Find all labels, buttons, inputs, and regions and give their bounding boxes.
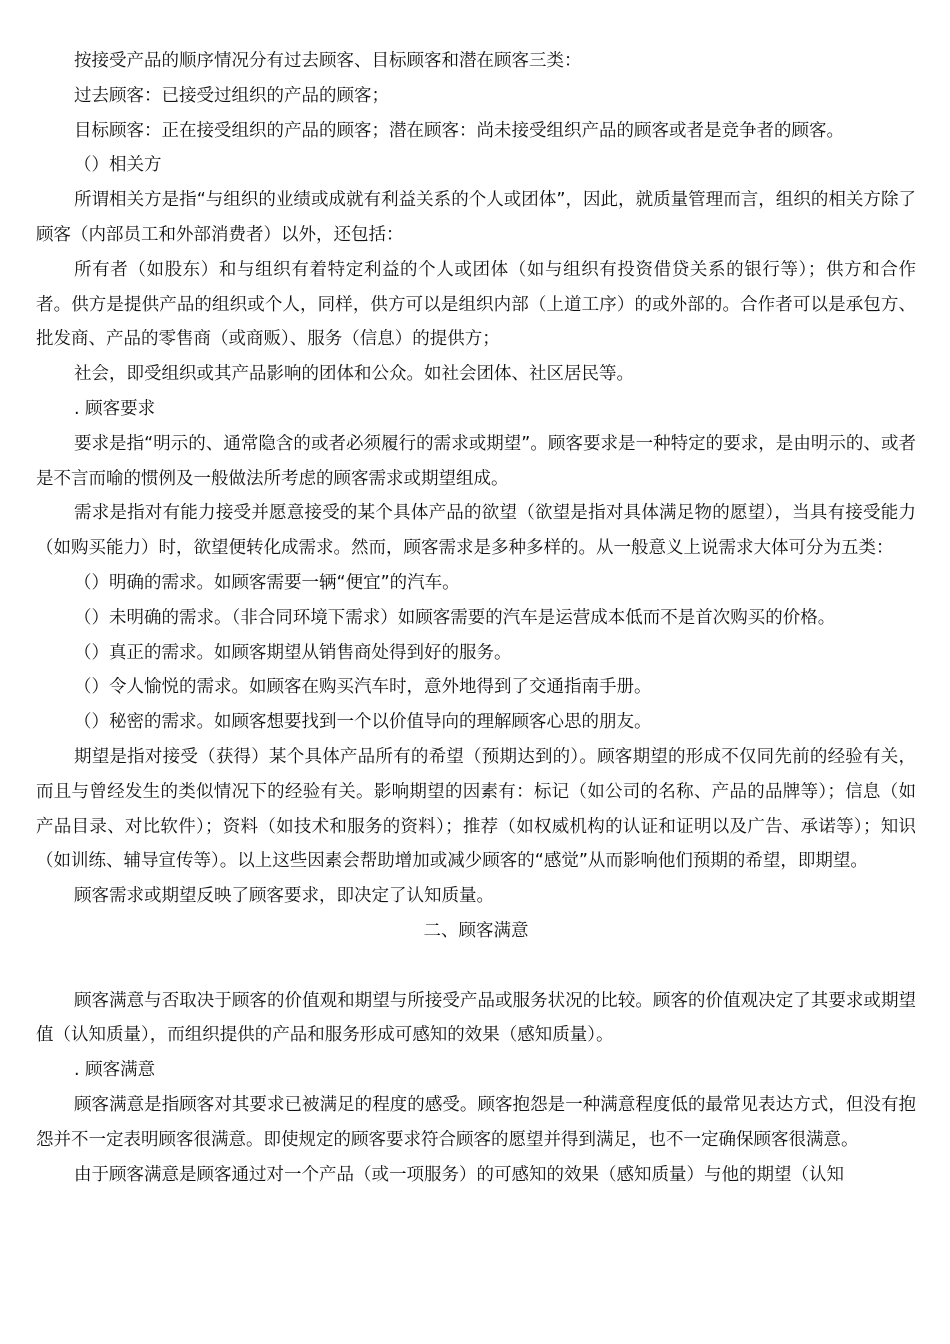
subheading-stakeholders: （）相关方 <box>74 155 162 176</box>
list-item-delight-need: （）令人愉悦的需求。如顾客在购买汽车时，意外地得到了交通指南手册。 <box>74 677 652 698</box>
blank-line <box>36 949 916 984</box>
paragraph-satisfaction-overview: 顾客满意与否取决于顾客的价值观和期望与所接受产品或服务状况的比较。顾客的价值观决定了其要求或期望值（认知质量），而组织提供的产品和服务形成可感知的效果（感知质量）。 <box>36 990 916 1046</box>
list-item-explicit-need: （）明确的需求。如顾客需要一辆“便宜”的汽车。 <box>74 572 460 593</box>
subheading-customer-satisfaction: . 顾客满意 <box>74 1060 156 1081</box>
paragraph-society: 社会，即受组织或其产品影响的团体和公众。如社会团体、社区居民等。 <box>74 364 634 385</box>
paragraph-requirement-definition: 要求是指“明示的、通常隐含的或者必须履行的需求或期望”。顾客要求是一种特定的要求，是由明示的、或者是不言而喻的惯例及一般做法所考虑的顾客需求或期望组成。 <box>36 433 916 489</box>
section-heading: 二、顾客满意 <box>423 920 529 941</box>
list-item-real-need: （）真正的需求。如顾客期望从销售商处得到好的服务。 <box>74 642 512 663</box>
paragraph-customer-types: 按接受产品的顺序情况分有过去顾客、目标顾客和潜在顾客三类： <box>74 51 582 71</box>
paragraph-satisfaction-continued: 由于顾客满意是顾客通过对一个产品（或一项服务）的可感知的效果（感知质量）与他的期望（认知 <box>74 1164 844 1185</box>
paragraph-cognitive-quality: 顾客需求或期望反映了顾客要求，即决定了认知质量。 <box>74 886 494 907</box>
paragraph-stakeholder-definition: 所谓相关方是指“与组织的业绩或成就有利益关系的个人或团体”，因此，就质量管理而言，组织的相关方除了顾客（内部员工和外部消费者）以外，还包括： <box>36 190 916 245</box>
subheading-customer-requirements: . 顾客要求 <box>74 398 156 419</box>
paragraph-target-potential-customers: 目标顾客：正在接受组织的产品的顾客；潜在顾客：尚未接受组织产品的顾客或者是竞争者的顾客。 <box>74 120 844 141</box>
paragraph-satisfaction-definition: 顾客满意是指顾客对其要求已被满足的程度的感受。顾客抱怨是一种满意程度低的最常见表达方式，但没有抱怨并不一定表明顾客很满意。即使规定的顾客要求符合顾客的愿望并得到满足，也不一定确保顾客很满意。 <box>36 1094 916 1150</box>
list-item-secret-need: （）秘密的需求。如顾客想要找到一个以价值导向的理解顾客心思的朋友。 <box>74 712 652 733</box>
paragraph-owners-suppliers: 所有者（如股东）和与组织有着特定利益的个人或团体（如与组织有投资借贷关系的银行等）；供方和合作者。供方是提供产品的组织或个人，同样，供方可以是组织内部（上道工序）的或外部的。合作者可以是承包方、批发商、产品的零售商（或商贩）、服务（信息）的提供方； <box>36 259 916 350</box>
list-item-implicit-need: （）未明确的需求。（非合同环境下需求）如顾客需要的汽车是运营成本低而不是首次购买的价格。 <box>74 607 836 628</box>
paragraph-needs-definition: 需求是指对有能力接受并愿意接受的某个具体产品的欲望（欲望是指对具体满足物的愿望），当具有接受能力（如购买能力）时，欲望便转化成需求。然而，顾客需求是多种多样的。从一般意义上说需求大体可分为五类： <box>36 503 916 559</box>
document-page <box>36 44 916 1192</box>
paragraph-past-customers: 过去顾客：已接受过组织的产品的顾客； <box>74 85 389 106</box>
paragraph-expectation-definition: 期望是指对接受（获得）某个具体产品所有的希望（预期达到的）。顾客期望的形成不仅同先前的经验有关，而且与曾经发生的类似情况下的经验有关。影响期望的因素有：标记（如公司的名称、产品的品牌等）；信息（如产品目录、对比软件）；资料（如技术和服务的资料）；推荐（如权威机构的认证和证明以及广告、承诺等）；知识（如训练、辅导宣传等）。以上这些因素会帮助增加或减少顾客的“感觉”从而影响他们预期的希望，即期望。 <box>36 746 916 872</box>
